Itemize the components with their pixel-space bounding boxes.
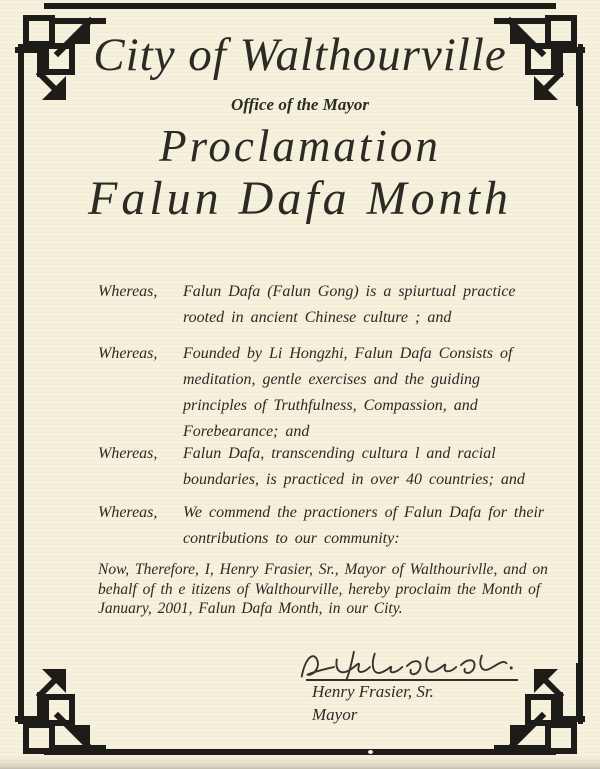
corner-knot-icon — [6, 663, 106, 763]
whereas-text: We commend the practioners of Falun Dafa for their contributions to our community: — [183, 504, 545, 547]
whereas-label: Whereas, — [98, 445, 158, 462]
signatory-title: Mayor — [312, 705, 358, 724]
month-heading: Falun Dafa Month — [88, 172, 512, 225]
frame-border-bottom — [44, 749, 556, 755]
whereas-label: Whereas, — [98, 504, 158, 521]
signatory-name: Henry Frasier, Sr. — [312, 682, 434, 701]
whereas-clause — [98, 279, 548, 331]
whereas-text: Falun Dafa (Falun Gong) is a spiurtual practice rooted in ancient Chinese culture ; and — [183, 283, 516, 326]
office-subtitle: Office of the Mayor — [230, 95, 370, 114]
page-title: City of Walthourville — [93, 29, 507, 81]
whereas-clause — [98, 341, 548, 445]
proclamation-paragraph: Now, Therefore, I, Henry Frasier, Sr., Mayor of Walthourivlle, and on behalf of th e itizens of Walthourville, hereby proclaim the Month of January, 2001, Falun Dafa Month, in our City. — [98, 561, 548, 617]
whereas-text: Falun Dafa, transcending cultura l and racial boundaries, is practiced in over 40 countries; and — [183, 445, 525, 488]
whereas-label: Whereas, — [98, 345, 158, 362]
scan-speck — [368, 750, 373, 754]
frame-border-top — [44, 3, 556, 9]
whereas-text: Founded by Li Hongzhi, Falun Dafa Consists of meditation, gentle exercises and the guiding principles of Truthfulness, Compassion, and Forebearance; and — [183, 345, 513, 440]
whereas-label: Whereas, — [98, 283, 158, 300]
signature-line — [306, 679, 518, 681]
signature-handwriting — [297, 647, 515, 687]
proclamation-heading: Proclamation — [159, 121, 441, 171]
whereas-clause — [98, 441, 548, 493]
whereas-clause — [98, 500, 548, 552]
